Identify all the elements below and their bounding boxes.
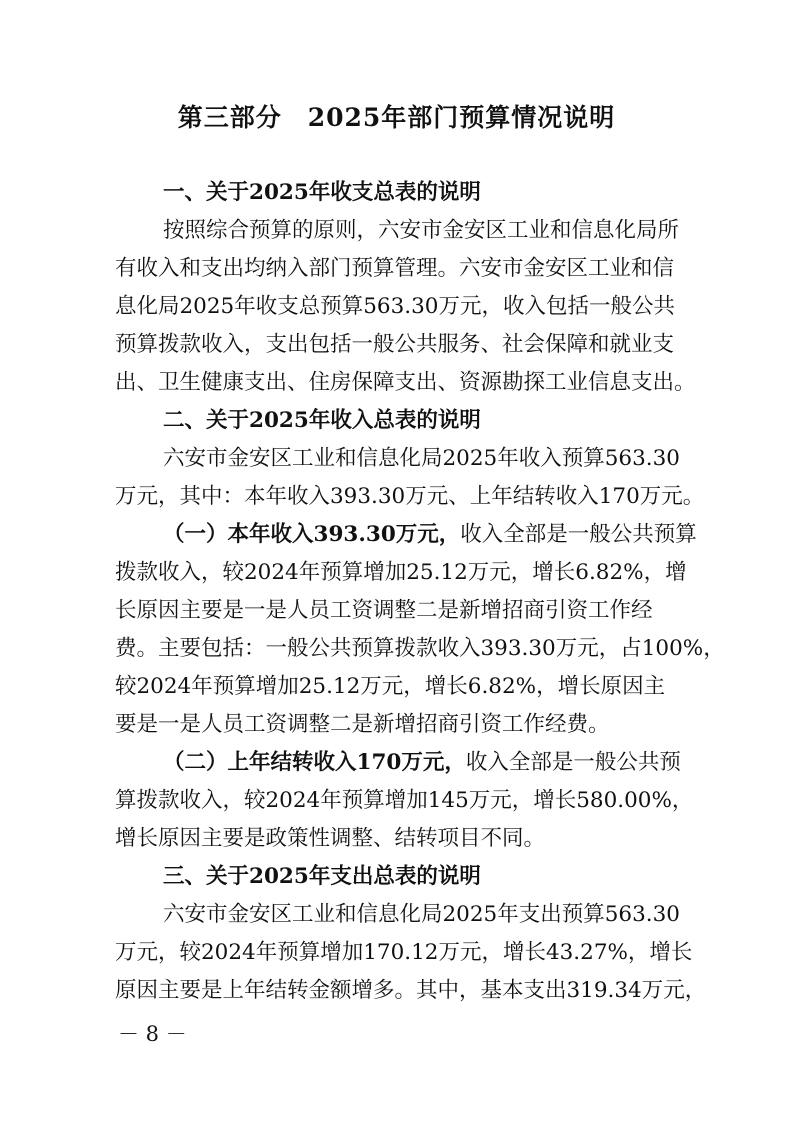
page-title: 第三部分 2025年部门预算情况说明 — [177, 103, 616, 132]
paragraph-line: 万元，其中：本年收入393.30万元、上年结转收入170万元。 — [115, 484, 705, 509]
paragraph-line — [163, 747, 681, 779]
paragraph-line: 息化局2025年收支总预算563.30万元，收入包括一般公共 — [115, 294, 675, 319]
paragraph-line: 拨款收入，较2024年预算增加25.12万元，增长6.82%，增 — [115, 560, 687, 585]
paragraph-line: 万元，较2024年预算增加170.12万元，增长43.27%，增长 — [115, 940, 693, 965]
section-heading-expense-summary: 三、关于2025年支出总表的说明 — [163, 864, 481, 889]
paragraph-line: 预算拨款收入，支出包括一般公共服务、社会保障和就业支 — [115, 332, 675, 357]
paragraph-line: 费。主要包括：一般公共预算拨款收入393.30万元，占100%， — [115, 636, 725, 661]
paragraph-line: 原因主要是上年结转金额增多。其中，基本支出319.34万元， — [115, 978, 707, 1003]
paragraph-line: 六安市金安区工业和信息化局2025年收入预算563.30 — [163, 446, 680, 471]
paragraph-line: 算拨款收入，较2024年预算增加145万元，增长580.00%， — [115, 788, 694, 813]
page-number: － 8 － — [118, 1022, 187, 1046]
paragraph-line: 长原因主要是一是人员工资调整二是新增招商引资工作经 — [115, 598, 653, 623]
section-heading-income-expense-summary: 一、关于2025年收支总表的说明 — [163, 180, 481, 205]
subsection-lead-current-year-income: （一）本年收入393.30万元， — [163, 522, 461, 547]
section-heading-income-summary: 二、关于2025年收入总表的说明 — [163, 408, 481, 433]
paragraph-line — [163, 519, 697, 551]
paragraph-line: 增长原因主要是政策性调整、结转项目不同。 — [115, 826, 546, 851]
paragraph-line: 六安市金安区工业和信息化局2025年支出预算563.30 — [163, 902, 680, 927]
subsection-lead-prior-year-carryover: （二）上年结转收入170万元， — [163, 750, 466, 775]
paragraph-text: 收入全部是一般公共预 — [465, 750, 681, 775]
paragraph-line: 较2024年预算增加25.12万元，增长6.82%，增长原因主 — [115, 674, 666, 699]
paragraph-line: 按照综合预算的原则，六安市金安区工业和信息化局所 — [163, 218, 680, 243]
paragraph-line: 要是一是人员工资调整二是新增招商引资工作经费。 — [115, 712, 610, 737]
paragraph-line: 出、卫生健康支出、住房保障支出、资源勘探工业信息支出。 — [115, 370, 696, 395]
paragraph-line: 有收入和支出均纳入部门预算管理。六安市金安区工业和信 — [115, 256, 675, 281]
paragraph-text: 收入全部是一般公共预算 — [460, 522, 697, 547]
